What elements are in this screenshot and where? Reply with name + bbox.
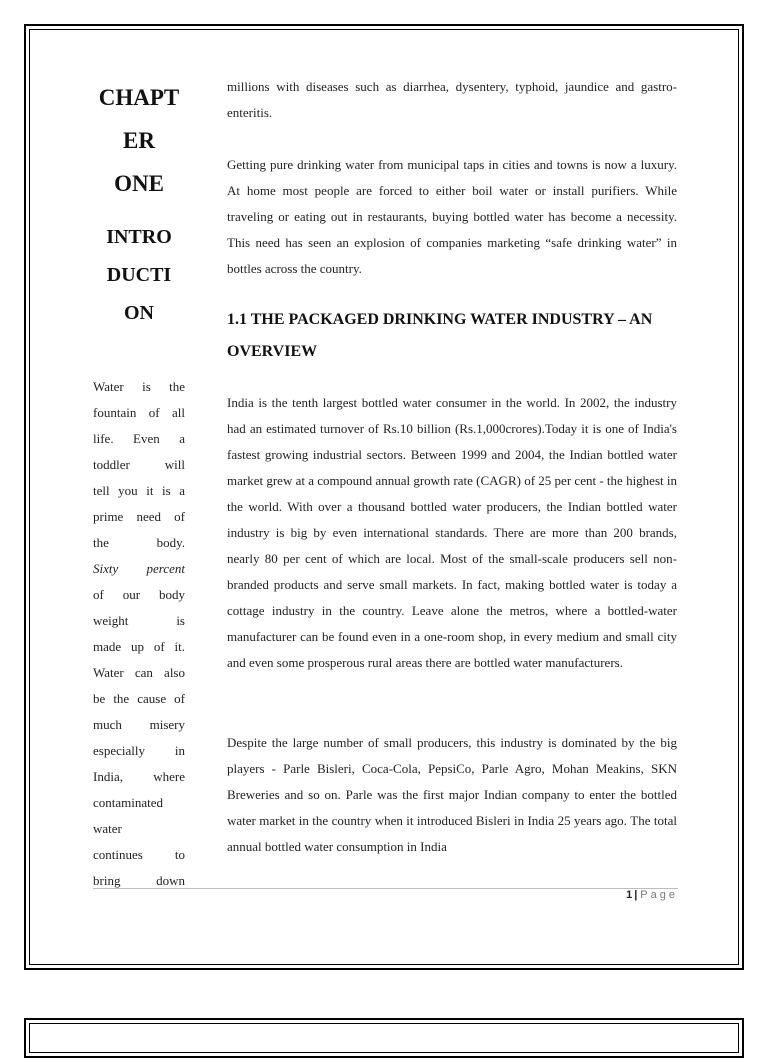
sidebar-line: fountain of all <box>93 405 185 420</box>
paragraph-text: millions with diseases such as diarrhea, dysentery, typhoid, jaundice and gastro-enteritis. <box>227 79 677 120</box>
body-paragraph-2 <box>227 152 677 282</box>
sidebar-line: continues to <box>93 847 185 862</box>
sidebar-line: made up of it. <box>93 639 185 654</box>
chapter-title-line: ONE <box>114 171 164 196</box>
paragraph-text: India is the tenth largest bottled water consumer in the world. In 2002, the industry had an estimated turnover of Rs.10 billion (Rs.1,000crores).Today it is one of India's fastest growing industrial sectors. Between 1999 and 2004, the Indian bottled water market grew at a compound annual growth rate (CAGR) of 25 per cent - the highest in the world. With over a thousand bottled water producers, the Indian bottled water industry is big by even international standards. There are more than 200 brands, nearly 80 per cent of which are local. Most of the small-scale producers sell non-branded products and serve small markets. In fact, making bottled water is today a cottage industry in the country. Leave alone the metros, where a bottled-water manufacturer can be found even in a one-room shop, in every medium and small city and even some prosperous rural areas there are bottled water manufacturers. <box>227 395 677 670</box>
paragraph-text: Getting pure drinking water from municipal taps in cities and towns is now a luxury. At home most people are forced to either boil water or install purifiers. While traveling or eating out in restaurants, buying bottled water has become a necessity. This need has seen an explosion of companies marketing “safe drinking water” in bottles across the country. <box>227 157 677 276</box>
sidebar-line-italic <box>93 556 185 582</box>
next-page-border <box>24 1018 744 1058</box>
sidebar-line: the body. <box>93 535 185 550</box>
paragraph-text: Despite the large number of small producers, this industry is dominated by the big players - Parle Bisleri, Coca-Cola, PepsiCo, Parle Agro, Mohan Meakins, SKN Breweries and so on. Parle was the first major Indian company to enter the bottled water market in the country when it introduced Bisleri in India 25 years ago. The total annual bottled water consumption in India <box>227 735 677 854</box>
chapter-subtitle-line: DUCTI <box>106 264 172 286</box>
chapter-title-line: CHAPT <box>98 85 180 110</box>
sidebar-line: India, where <box>93 769 185 784</box>
next-page-border-inner <box>29 1023 739 1053</box>
chapter-title <box>93 76 185 205</box>
page-label: Page <box>640 889 678 901</box>
sidebar-line: prime need of <box>93 509 185 524</box>
chapter-title-line: ER <box>123 128 155 153</box>
sidebar-line: contaminated <box>93 795 164 810</box>
sidebar-line: bring down <box>93 873 185 888</box>
footer-divider <box>93 888 678 889</box>
body-paragraph-4 <box>227 730 677 860</box>
page-number: 1 <box>626 889 633 901</box>
page-footer <box>626 889 678 901</box>
sidebar-line: life. Even a <box>93 431 185 446</box>
sidebar-line: especially in <box>93 743 185 758</box>
sidebar-line: toddler will <box>93 457 185 472</box>
sidebar-line: much misery <box>93 717 185 732</box>
body-paragraph-3 <box>227 390 677 676</box>
chapter-subtitle-line: INTRO <box>106 226 172 248</box>
body-paragraph-1 <box>227 74 677 126</box>
sidebar-line: Water can also <box>93 665 185 680</box>
sidebar-line: weight is <box>93 613 185 628</box>
sidebar-paragraph <box>93 374 185 894</box>
section-heading: 1.1 THE PACKAGED DRINKING WATER INDUSTRY – AN OVERVIEW <box>227 311 653 360</box>
sidebar-line: tell you it is a <box>93 483 185 498</box>
chapter-subtitle-line: ON <box>124 302 154 324</box>
chapter-subtitle <box>93 218 185 332</box>
emphasis-text: Sixty percent <box>93 561 185 576</box>
sidebar-line: water <box>93 821 122 836</box>
footer-separator: | <box>634 889 638 901</box>
sidebar-line: of our body <box>93 587 185 602</box>
sidebar-line: Water is the <box>93 379 185 394</box>
sidebar-line: be the cause of <box>93 691 185 706</box>
